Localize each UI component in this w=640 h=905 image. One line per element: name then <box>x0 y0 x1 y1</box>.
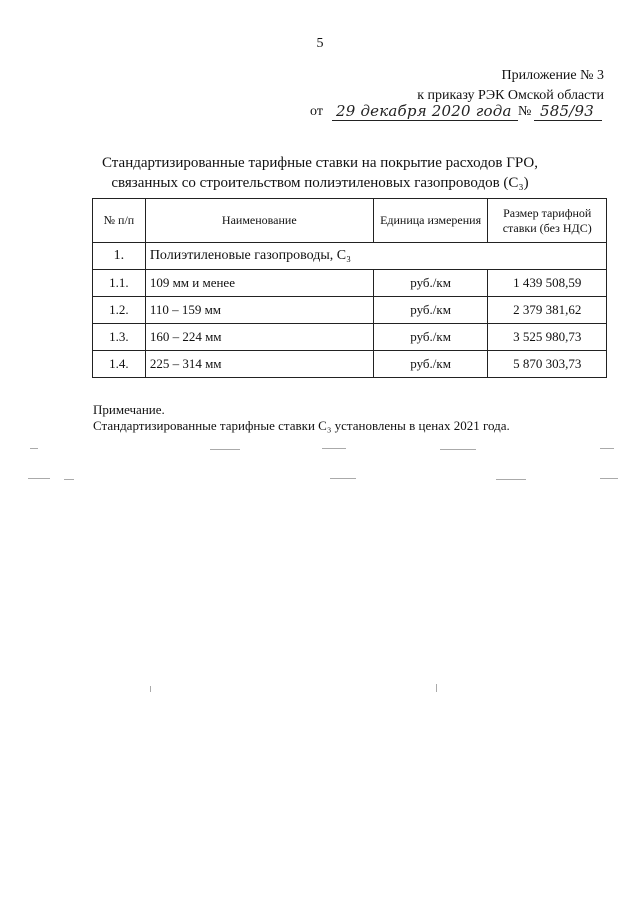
table-row <box>93 297 607 324</box>
row-name: 225 – 314 мм <box>145 351 373 378</box>
table-group-row <box>93 243 607 270</box>
row-num: 1.4. <box>93 351 146 378</box>
group-name: Полиэтиленовые газопроводы, С₃ <box>145 243 606 270</box>
row-unit: руб./км <box>373 324 488 351</box>
header-name: Наименование <box>145 199 373 243</box>
appendix-order-ref: к приказу РЭК Омской области <box>417 88 604 103</box>
note-label: Примечание. <box>93 402 165 417</box>
number-underline <box>534 120 602 121</box>
note-block <box>93 402 510 434</box>
date-underline <box>332 120 518 121</box>
title-line-1: Стандартизированные тарифные ставки на покрытие расходов ГРО, <box>102 155 538 171</box>
tariff-table <box>92 198 607 378</box>
row-value: 2 379 381,62 <box>488 297 607 324</box>
row-num: 1.3. <box>93 324 146 351</box>
row-name: 160 – 224 мм <box>145 324 373 351</box>
table-row <box>93 351 607 378</box>
row-name: 109 мм и менее <box>145 270 373 297</box>
appendix-title: Приложение № 3 <box>501 68 604 83</box>
from-label: от <box>310 104 323 119</box>
document-title <box>0 153 640 193</box>
row-num: 1.2. <box>93 297 146 324</box>
page-number: 5 <box>316 36 324 51</box>
row-unit: руб./км <box>373 270 488 297</box>
row-value: 3 525 980,73 <box>488 324 607 351</box>
row-value: 1 439 508,59 <box>488 270 607 297</box>
table-row <box>93 270 607 297</box>
handwritten-date: 29 декабря 2020 года <box>336 102 512 120</box>
scan-artifacts <box>0 440 640 700</box>
row-name: 110 – 159 мм <box>145 297 373 324</box>
table-header-row <box>93 199 607 243</box>
row-unit: руб./км <box>373 351 488 378</box>
group-num: 1. <box>93 243 146 270</box>
handwritten-number: 585/93 <box>540 102 594 120</box>
row-unit: руб./км <box>373 297 488 324</box>
table-row <box>93 324 607 351</box>
note-text: Стандартизированные тарифные ставки С₃ установлены в ценах 2021 года. <box>93 418 510 433</box>
order-date-number-line <box>306 102 606 124</box>
header-num: № п/п <box>93 199 146 243</box>
header-unit: Единица измерения <box>373 199 488 243</box>
title-line-2: связанных со строительством полиэтиленовых газопроводов (С₃) <box>111 175 529 191</box>
appendix-header <box>417 66 604 106</box>
row-num: 1.1. <box>93 270 146 297</box>
header-value: Размер тарифной ставки (без НДС) <box>488 199 607 243</box>
row-value: 5 870 303,73 <box>488 351 607 378</box>
number-label: № <box>518 104 532 119</box>
